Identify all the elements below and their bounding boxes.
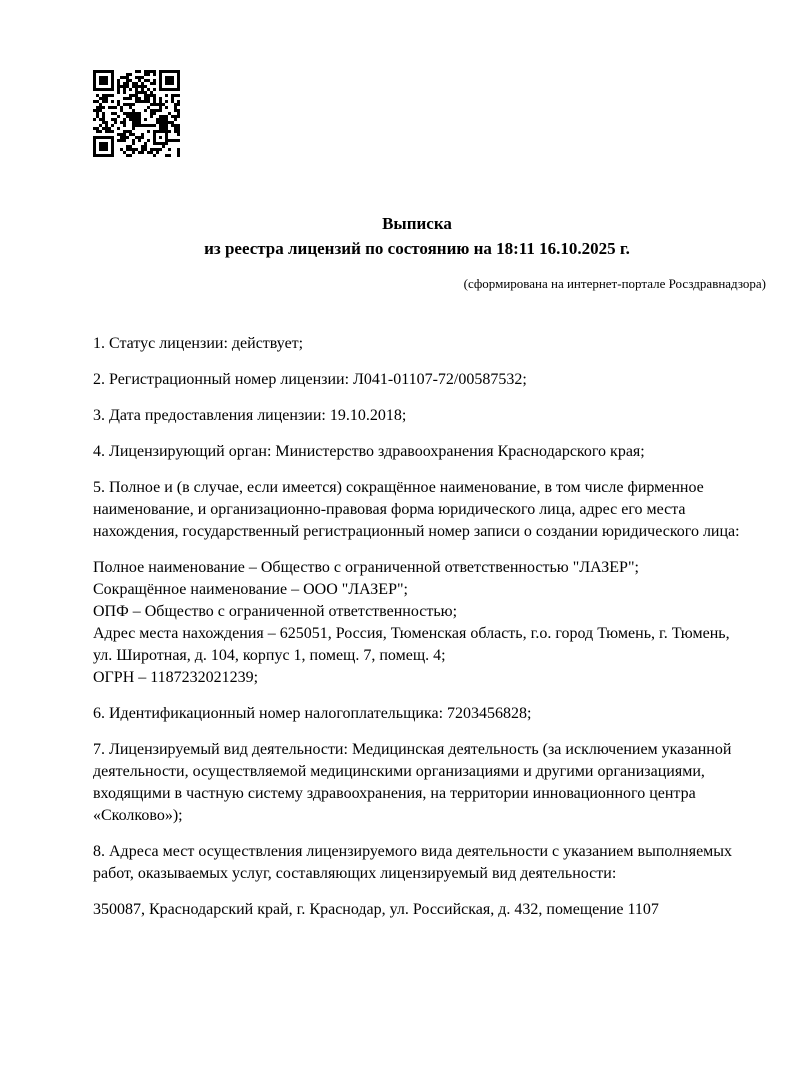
paragraph-reg-number: 2. Регистрационный номер лицензии: Л041-01107-72/00587532; xyxy=(93,371,527,388)
subtitle-note: (сформирована на интернет-портале Росздравнадзора) xyxy=(463,276,766,291)
qr-code-icon xyxy=(93,70,180,157)
title-line-1: Выписка xyxy=(382,214,452,233)
paragraph-activity-address: 350087, Краснодарский край, г. Краснодар, ул. Российская, д. 432, помещение 1107 xyxy=(93,901,659,918)
paragraph-license-status: 1. Статус лицензии: действует; xyxy=(93,335,304,352)
paragraph-grant-date: 3. Дата предоставления лицензии: 19.10.2018; xyxy=(93,407,407,424)
org-address: Адрес места нахождения – 625051, Россия, Тюменская область, г.о. город Тюмень, г. Тюмень, ул. Широтная, д. 104, корпус 1, помещ. 7, помещ. 4; xyxy=(93,625,730,664)
paragraph-addresses-intro: 8. Адреса мест осуществления лицензируемого вида деятельности с указанием выполняемых работ, оказываемых услуг, составляющих лицензируемый вид деятельности: xyxy=(93,843,733,882)
org-short-name: Сокращённое наименование – ООО "ЛАЗЕР"; xyxy=(93,581,408,598)
org-ogrn: ОГРН – 1187232021239; xyxy=(93,669,259,686)
title-line-2: из реестра лицензий по состоянию на 18:11 16.10.2025 г. xyxy=(204,239,630,258)
org-legal-form: ОПФ – Общество с ограниченной ответственностью; xyxy=(93,603,458,620)
document-title xyxy=(93,0,741,261)
org-details-block xyxy=(93,557,741,689)
paragraph-licensing-authority: 4. Лицензирующий орган: Министерство здравоохранения Краснодарского края; xyxy=(93,443,645,460)
paragraph-inn: 6. Идентификационный номер налогоплательщика: 7203456828; xyxy=(93,705,532,722)
paragraph-org-intro: 5. Полное и (в случае, если имеется) сокращённое наименование, в том числе фирменное наименование, и организационно-правовая форма юридического лица, адрес его места нахождения, государственный регистрационный номер записи о создании юридического лица: xyxy=(93,479,740,540)
org-full-name: Полное наименование – Общество с ограниченной ответственностью "ЛАЗЕР"; xyxy=(93,559,639,576)
document-body xyxy=(93,333,741,921)
paragraph-licensed-activity: 7. Лицензируемый вид деятельности: Медицинская деятельность (за исключением указанной деятельности, осуществляемой медицинскими организациями и другими организациями, входящими в частную систему здравоохранения, на территории инновационного центра «Сколково»); xyxy=(93,741,732,824)
